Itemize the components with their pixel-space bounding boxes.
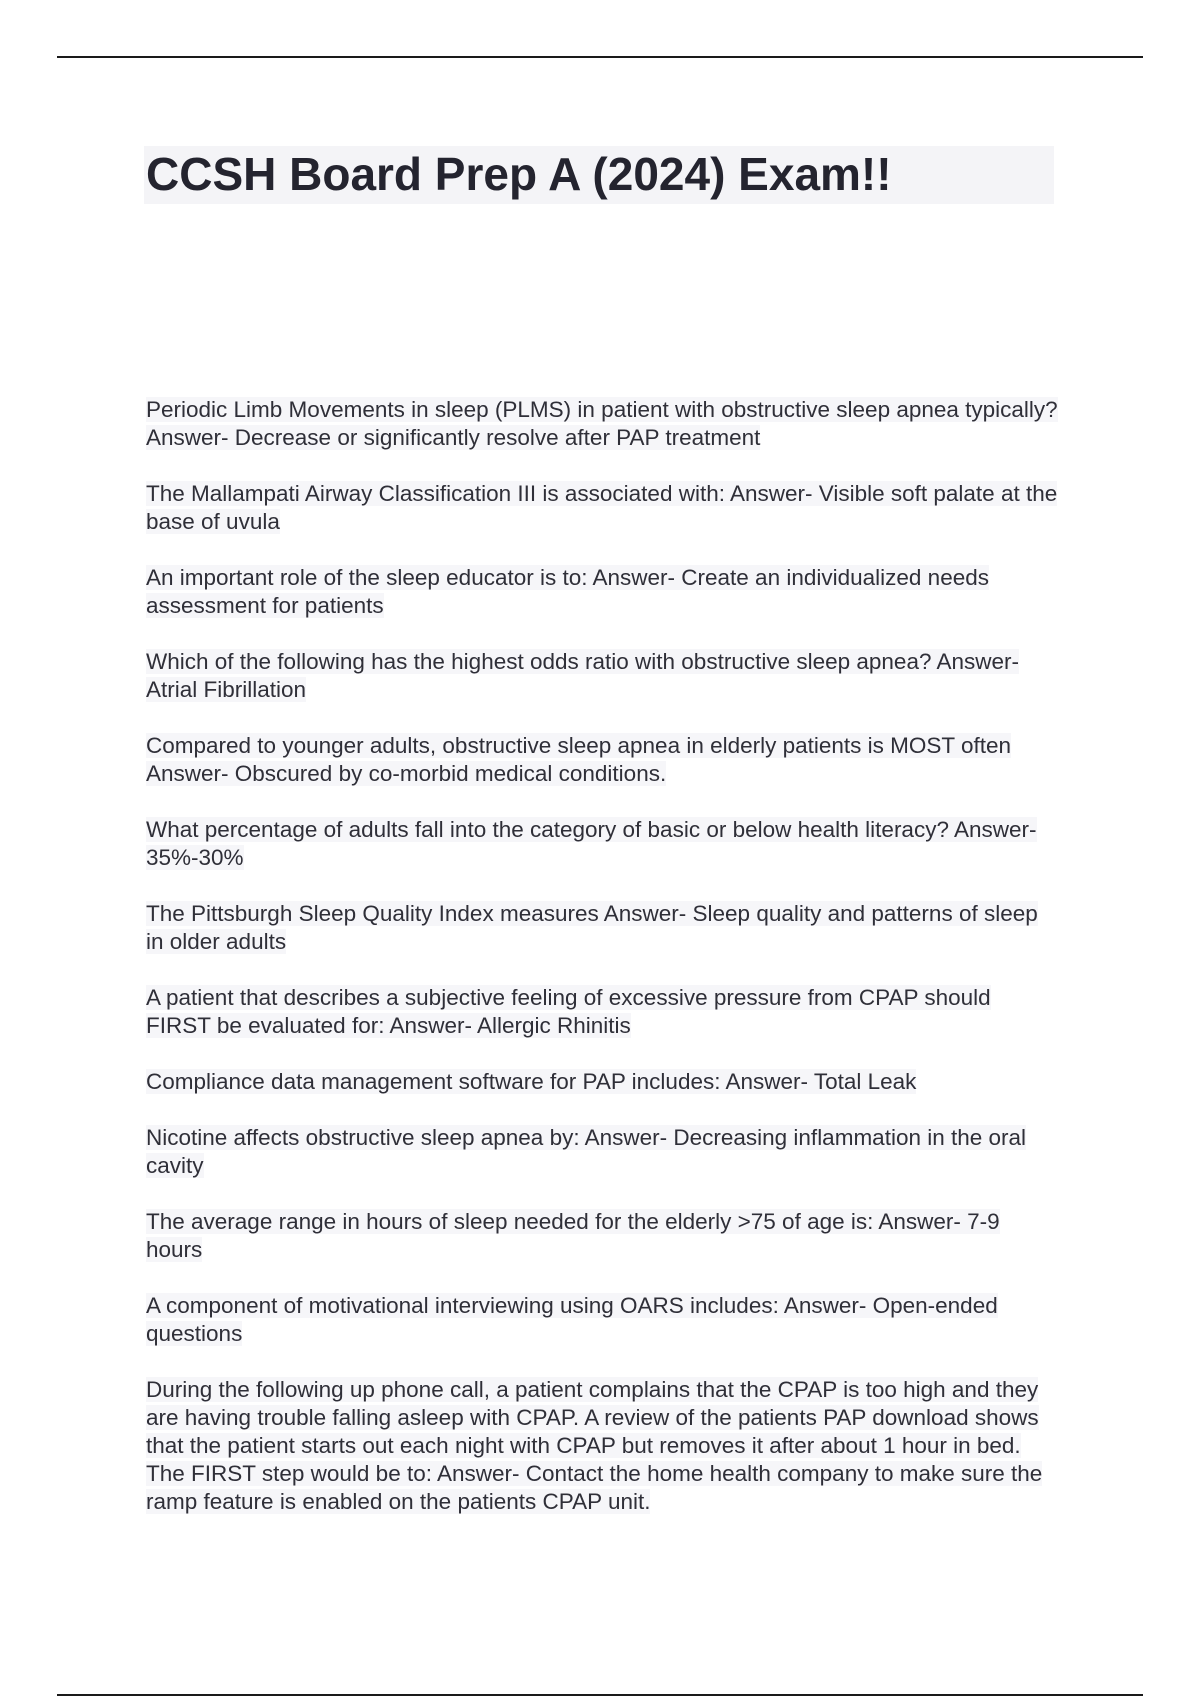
bottom-rule [57,1694,1143,1696]
qa-text: A patient that describes a subjective feeling of excessive pressure from CPAP should FIRST be evaluated for: Answer- Allergic Rhinitis [146,985,991,1038]
qa-item-10 [146,1124,1061,1180]
qa-item-5 [146,732,1061,788]
qa-item-7 [146,900,1061,956]
qa-text: Compared to younger adults, obstructive sleep apnea in elderly patients is MOST often Answer- Obscured by co-morbid medical conditions. [146,733,1012,786]
qa-text: An important role of the sleep educator is to: Answer- Create an individualized needs assessment for patients [146,565,989,618]
qa-item-12 [146,1292,1061,1348]
qa-item-2 [146,480,1061,536]
top-rule [57,56,1143,58]
qa-text: The Mallampati Airway Classification III is associated with: Answer- Visible soft palate at the base of uvula [146,481,1058,534]
qa-text: Nicotine affects obstructive sleep apnea by: Answer- Decreasing inflammation in the oral cavity [146,1125,1027,1178]
qa-item-9 [146,1068,1061,1096]
qa-item-13 [146,1376,1061,1516]
qa-text: Periodic Limb Movements in sleep (PLMS) in patient with obstructive sleep apnea typically? Answer- Decrease or significantly resolve after PAP treatment [146,397,1058,450]
qa-text: What percentage of adults fall into the category of basic or below health literacy? Answer- 35%-30% [146,817,1037,870]
qa-item-6 [146,816,1061,872]
qa-item-3 [146,564,1061,620]
qa-list [146,396,1061,1544]
qa-text: The Pittsburgh Sleep Quality Index measures Answer- Sleep quality and patterns of sleep in older adults [146,901,1038,954]
qa-item-11 [146,1208,1061,1264]
qa-item-4 [146,648,1061,704]
document-title: CCSH Board Prep A (2024) Exam!! [146,148,892,200]
qa-item-1 [146,396,1061,452]
qa-text: A component of motivational interviewing using OARS includes: Answer- Open-ended questions [146,1293,998,1346]
qa-text: During the following up phone call, a patient complains that the CPAP is too high and they are having trouble falling asleep with CPAP. A review of the patients PAP download shows that the patient starts out each night with CPAP but removes it after about 1 hour in bed. The FIRST step would be to: Answer- Contact the home health company to make sure the ramp feature is enabled on the patients CPAP unit. [146,1377,1043,1514]
qa-text: Which of the following has the highest odds ratio with obstructive sleep apnea? Answer- Atrial Fibrillation [146,649,1019,702]
qa-item-8 [146,984,1061,1040]
qa-text: Compliance data management software for PAP includes: Answer- Total Leak [146,1069,917,1094]
qa-text: The average range in hours of sleep needed for the elderly >75 of age is: Answer- 7-9 hours [146,1209,1000,1262]
